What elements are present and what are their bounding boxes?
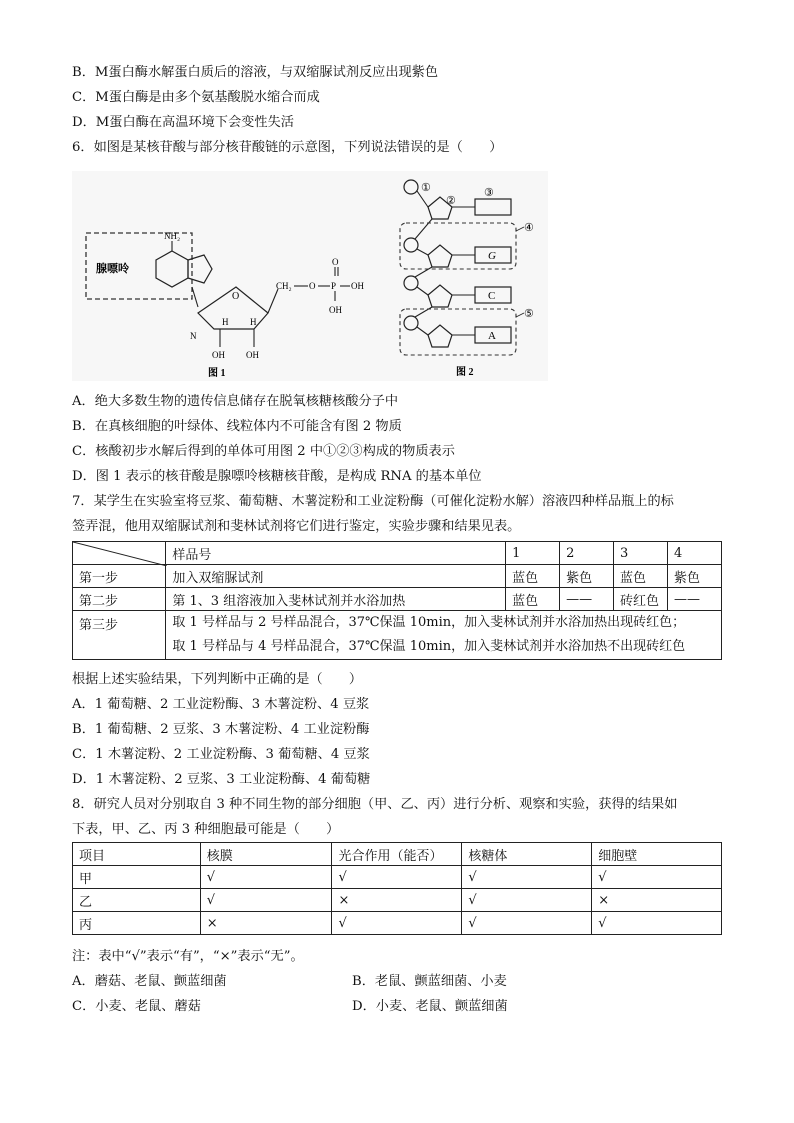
q8-stem-line2: 下表，甲、乙、丙 3 种细胞最可能是（ ） <box>72 822 340 837</box>
diagonal-header-cell <box>73 542 166 565</box>
header-item: 项目 <box>73 843 201 866</box>
marker-2: ② <box>446 195 456 207</box>
q7-stem-line1: 7．某学生在实验室将豆浆、葡萄糖、木薯淀粉和工业淀粉酶（可催化淀粉水解）溶液四种样品瓶上的标 <box>72 494 674 509</box>
table-cell: √ <box>332 866 462 889</box>
q7-option-c: C．1 木薯淀粉、2 工业淀粉酶、3 葡萄糖、4 豆浆 <box>72 747 370 762</box>
ch2-label: CH₂ <box>276 281 292 291</box>
step-label: 第二步 <box>73 588 166 611</box>
table-cell: √ <box>332 912 462 935</box>
row-label: 乙 <box>73 889 201 912</box>
marker-1: ① <box>421 182 431 194</box>
nucleotide-diagram <box>72 171 548 381</box>
header-nuclear-membrane: 核膜 <box>200 843 332 866</box>
figure-1-caption: 图 1 <box>208 368 226 379</box>
h-label-right: H <box>250 317 257 327</box>
table-cell: √ <box>462 866 592 889</box>
q8-option-d: D．小麦、老鼠、颤蓝细菌 <box>352 999 508 1014</box>
base-c-label: C <box>488 290 496 302</box>
q6-option-a: A．绝大多数生物的遗传信息储存在脱氧核糖核酸分子中 <box>72 394 399 409</box>
table-cell: √ <box>462 889 592 912</box>
figure-2-caption: 图 2 <box>456 367 474 378</box>
q7-option-b: B．1 葡萄糖、2 豆浆、3 木薯淀粉、4 工业淀粉酶 <box>72 722 370 737</box>
table-row <box>73 866 722 889</box>
header-sample-number: 样品号 <box>166 542 506 565</box>
oh-label-2: OH <box>212 350 225 360</box>
ester-o-label: O <box>309 281 316 291</box>
q5-option-b: B．M蛋白酶水解蛋白质后的溶液，与双缩脲试剂反应出现紫色 <box>72 65 439 80</box>
table-cell: √ <box>592 866 722 889</box>
q5-option-c: C．M蛋白酶是由多个氨基酸脱水缩合而成 <box>72 90 320 105</box>
table-row <box>73 611 722 660</box>
table-row <box>73 588 722 611</box>
q8-stem-line1: 8．研究人员对分别取自 3 种不同生物的部分细胞（甲、乙、丙）进行分析、观察和实验，获得的结果如 <box>72 797 678 812</box>
row-label: 丙 <box>73 912 201 935</box>
phosphorus-label: P <box>331 281 337 291</box>
marker-5: ⑤ <box>524 308 534 320</box>
n-label: N <box>190 331 197 341</box>
header-ribosome: 核糖体 <box>462 843 592 866</box>
step-label: 第三步 <box>73 611 166 660</box>
base-a-label: A <box>488 330 496 342</box>
table-row <box>73 542 722 565</box>
header-2: 2 <box>560 542 614 565</box>
step-label: 第一步 <box>73 565 166 588</box>
table-cell: × <box>592 889 722 912</box>
table-cell: √ <box>200 866 332 889</box>
q6-option-c: C．核酸初步水解后得到的单体可用图 2 中①②③构成的物质表示 <box>72 444 455 459</box>
nh2-label: NH₂ <box>164 231 181 241</box>
result-cell: 蓝色 <box>506 565 560 588</box>
table-cell: × <box>200 912 332 935</box>
q6-option-b: B．在真核细胞的叶绿体、线粒体内不可能含有图 2 物质 <box>72 419 402 434</box>
header-4: 4 <box>668 542 722 565</box>
table-row <box>73 912 722 935</box>
result-cell: 紫色 <box>668 565 722 588</box>
table-cell: √ <box>462 912 592 935</box>
h-label-left: H <box>222 317 229 327</box>
marker-4: ④ <box>524 222 534 234</box>
q6-option-d: D．图 1 表示的核苷酸是腺嘌呤核糖核苷酸，是构成 RNA 的基本单位 <box>72 469 482 484</box>
result-cell: —— <box>668 588 722 611</box>
phosphate-o-label: O <box>332 257 339 267</box>
nucleotide-figure <box>72 171 548 381</box>
q8-option-b: B．老鼠、颤蓝细菌、小麦 <box>352 974 507 989</box>
row-label: 甲 <box>73 866 201 889</box>
result-cell: 蓝色 <box>614 565 668 588</box>
result-cell: 紫色 <box>560 565 614 588</box>
table-cell: × <box>332 889 462 912</box>
base-g-label: G <box>488 250 496 262</box>
q8-option-a: A．蘑菇、老鼠、颤蓝细菌 <box>72 974 227 989</box>
header-photosynthesis: 光合作用（能否） <box>332 843 462 866</box>
q7-experiment-table <box>72 541 722 660</box>
table-cell: √ <box>592 912 722 935</box>
phosphate-oh-right: OH <box>351 281 364 291</box>
result-cell: 砖红色 <box>614 588 668 611</box>
table-cell: √ <box>200 889 332 912</box>
oh-label-3: OH <box>246 350 259 360</box>
table-row <box>73 843 722 866</box>
q5-option-d: D．M蛋白酶在高温环境下会变性失活 <box>72 115 294 130</box>
q7-ask: 根据上述实验结果，下列判断中正确的是（ ） <box>72 672 363 687</box>
marker-3: ③ <box>484 187 494 199</box>
q7-option-a: A．1 葡萄糖、2 工业淀粉酶、3 木薯淀粉、4 豆浆 <box>72 697 370 712</box>
table-row <box>73 889 722 912</box>
phosphate-oh-bottom: OH <box>329 305 342 315</box>
adenine-label: 腺嘌呤 <box>96 263 129 275</box>
q8-note: 注：表中“√”表示“有”，“×”表示“无”。 <box>72 949 304 964</box>
header-1: 1 <box>506 542 560 565</box>
q6-stem: 6．如图是某核苷酸与部分核苷酸链的示意图，下列说法错误的是（ ） <box>72 140 503 155</box>
result-cell: 蓝色 <box>506 588 560 611</box>
header-3: 3 <box>614 542 668 565</box>
q8-option-c: C．小麦、老鼠、蘑菇 <box>72 999 201 1014</box>
q7-option-d: D．1 木薯淀粉、2 豆浆、3 工业淀粉酶、4 葡萄糖 <box>72 772 371 787</box>
q8-cell-table <box>72 842 722 935</box>
step-action: 加入双缩脲试剂 <box>166 565 506 588</box>
step-action: 第 1、3 组溶液加入斐林试剂并水浴加热 <box>166 588 506 611</box>
step-three-description <box>166 611 722 660</box>
step-three-line1: 取 1 号样品与 2 号样品混合，37℃保温 10min，加入斐林试剂并水浴加热出现砖红色； <box>172 615 686 630</box>
q7-stem-line2: 签弄混，他用双缩脲试剂和斐林试剂将它们进行鉴定，实验步骤和结果见表。 <box>72 519 521 534</box>
result-cell: —— <box>560 588 614 611</box>
header-cell-wall: 细胞壁 <box>592 843 722 866</box>
step-three-line2: 取 1 号样品与 4 号样品混合，37℃保温 10min，加入斐林试剂并水浴加热不出现砖红色 <box>172 639 686 654</box>
table-row <box>73 565 722 588</box>
ring-o-label: O <box>232 291 240 302</box>
